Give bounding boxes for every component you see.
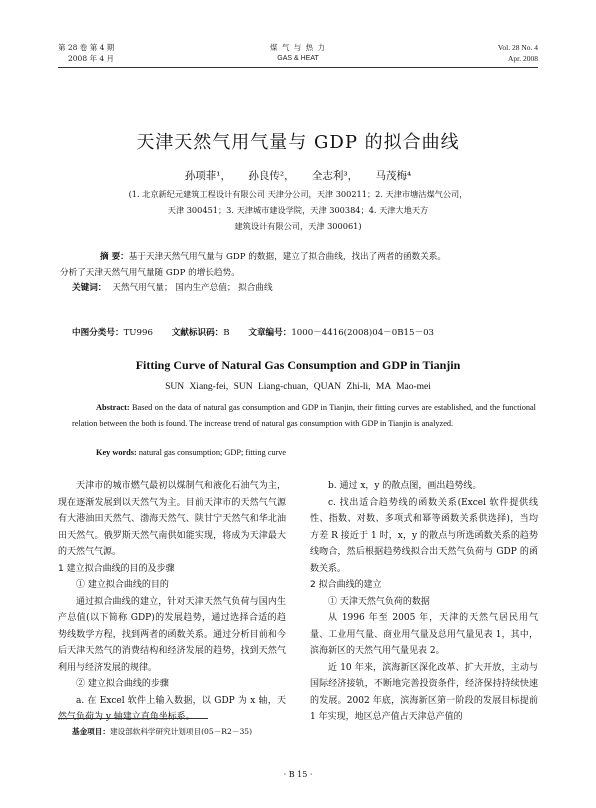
article-no-value: 1000－4416(2008)04－0B15－03 — [291, 328, 435, 338]
header-journal-en: GAS & HEAT — [277, 55, 319, 62]
affiliation-line: (1. 北京新纪元建筑工程设计有限公司 天津分公司，天津 300211；2. 天津市塘沽煤气公司， — [128, 189, 468, 199]
doc-code-label: 文献标识码： — [171, 328, 224, 338]
keywords-cn-label: 关键词： — [72, 283, 107, 293]
keywords-en — [96, 448, 286, 457]
abstract-en-text: Based on the data of natural gas consumption and GDP in Tianjin, their fitting curves are established, and the functional relation between the both is found. The increase trend of natural gas consumption with GDP in Tianjin is analyzed. — [72, 403, 536, 428]
article-no-label: 文章编号： — [248, 328, 292, 338]
authors-cn: 孙项菲¹， 孙良传²， 全志利³， 马茂梅⁴ — [184, 170, 412, 182]
paragraph: 通过拟合曲线的建立，针对天津天然气负荷与国内生产总值(以下简称 GDP)的发展趋势，通过选择合适的趋势线数学方程，找到两者的函数关系。通过分析目前和今后天津天然气的消费结构和经济发展的趋势，找到天然气利用与经济发展的规律。 — [58, 596, 286, 673]
abstract-cn — [60, 250, 538, 297]
body-left-column — [58, 478, 286, 726]
section-heading-1: 1 建立拟合曲线的目的及步骤 — [58, 563, 175, 574]
header-vol-en — [470, 42, 538, 64]
abstract-cn-text2: 分析了天津天然气用气量随 GDP 的增长趋势。 — [60, 267, 240, 278]
affiliation-line: 天津 300451；3. 天津城市建设学院，天津 300384；4. 天津大地天方 — [167, 205, 429, 215]
subsection-heading: ② 建立拟合曲线的步骤 — [76, 679, 169, 689]
header-rule — [58, 67, 538, 68]
paragraph: a. 在 Excel 软件上输入数据，以 GDP 为 x 轴，天然气负荷为 y 轴建立直角坐标系。 — [58, 695, 286, 722]
paragraph: b. 通过 x，y 的散点图，画出趋势线。 — [328, 481, 482, 491]
abstract-cn-label: 摘 要： — [100, 252, 129, 262]
abstract-cn-text1: 基于天津天然气用气量与 GDP 的数据，建立了拟合曲线，找出了两者的函数关系。 — [128, 252, 446, 262]
footnote — [72, 726, 252, 737]
subsection-heading: ① 天津天然气负荷的数据 — [328, 596, 430, 607]
paragraph: c. 找出适合趋势线的函数关系(Excel 软件提供线性、指数、对数、多项式和幂等函数关系供选择)，当均方差 R 接近于 1 时，x，y 的散点与所选函数关系的趋势线吻合，然后根据趋势线拟合出天然气负荷与 GDP 的函数关系。 — [310, 497, 538, 574]
footnote-rule — [58, 718, 208, 719]
keywords-en-text: natural gas consumption; GDP; fitting curve — [136, 448, 287, 457]
section-heading-2: 2 拟合曲线的建立 — [310, 580, 382, 590]
footnote-text: 建设部软科学研究计划项目(05－R2－35) — [109, 727, 253, 736]
keywords-cn — [60, 281, 538, 297]
header-date-cn: 2008 年 4 月 — [68, 54, 115, 63]
paragraph: 近 10 年来，滨海新区深化改革、扩大开放，主动与国际经济接轨，不断地完善投资条件，经济保持持续快速的发展。2002 年底，滨海新区第一阶段的发展目标提前 1 年实现，地区总产值占天津总产值的 — [310, 662, 538, 722]
body-right-column — [310, 478, 538, 726]
affiliations — [70, 186, 526, 234]
keywords-en-label: Key words: — [96, 448, 137, 457]
header-vol-no: Vol. 28 No. 4 — [497, 43, 538, 52]
subsection-heading: ① 建立拟合曲线的目的 — [76, 580, 169, 590]
abstract-cn-line1 — [60, 250, 538, 266]
header-date-en: Apr. 2008 — [508, 54, 538, 63]
paragraph: 从 1996 年至 2005 年，天津的天然气居民用气量、工业用气量、商业用气量及总用气量见表 1，其中，滨海新区的天然气用气量见表 2。 — [310, 613, 538, 656]
authors-en: SUN Xiang-fei, SUN Liang-chuan, QUAN Zhi-li, MA Mao-mei — [165, 382, 431, 392]
header-volume-issue: 第 28 卷 第 4 期 — [58, 43, 115, 52]
abstract-en-label: Abstract: — [96, 403, 130, 412]
paper-title-cn: 天津天然气用气量与 GDP 的拟合曲线 — [136, 132, 460, 153]
classification-row — [72, 326, 434, 338]
paragraph: 天津市的城市燃气最初以煤制气和液化石油气为主，现在逐渐发展到以天然气为主。目前天津市的天然气气源有大港油田天然气、渤海天然气、陕甘宁天然气和华北油田天然气。俄罗斯天然气南供如能实现，将成为天津最大的天然气气源。 — [58, 481, 286, 557]
abstract-en — [72, 400, 536, 431]
clc-label: 中图分类号： — [72, 328, 124, 338]
page-number: · B 15 · — [283, 770, 313, 779]
paper-title-en: Fitting Curve of Natural Gas Consumption and GDP in Tianjin — [135, 358, 461, 372]
keywords-cn-text: 天然气用气量； 国内生产总值； 拟合曲线 — [112, 283, 273, 293]
affiliation-line: 建筑设计有限公司，天津 300061) — [234, 221, 362, 231]
footnote-label: 基金项目： — [72, 727, 110, 736]
clc-value: TU996 — [123, 328, 153, 338]
header-journal-cn: 煤 气 与 热 力 — [269, 43, 327, 52]
doc-code-value: B — [223, 328, 230, 338]
